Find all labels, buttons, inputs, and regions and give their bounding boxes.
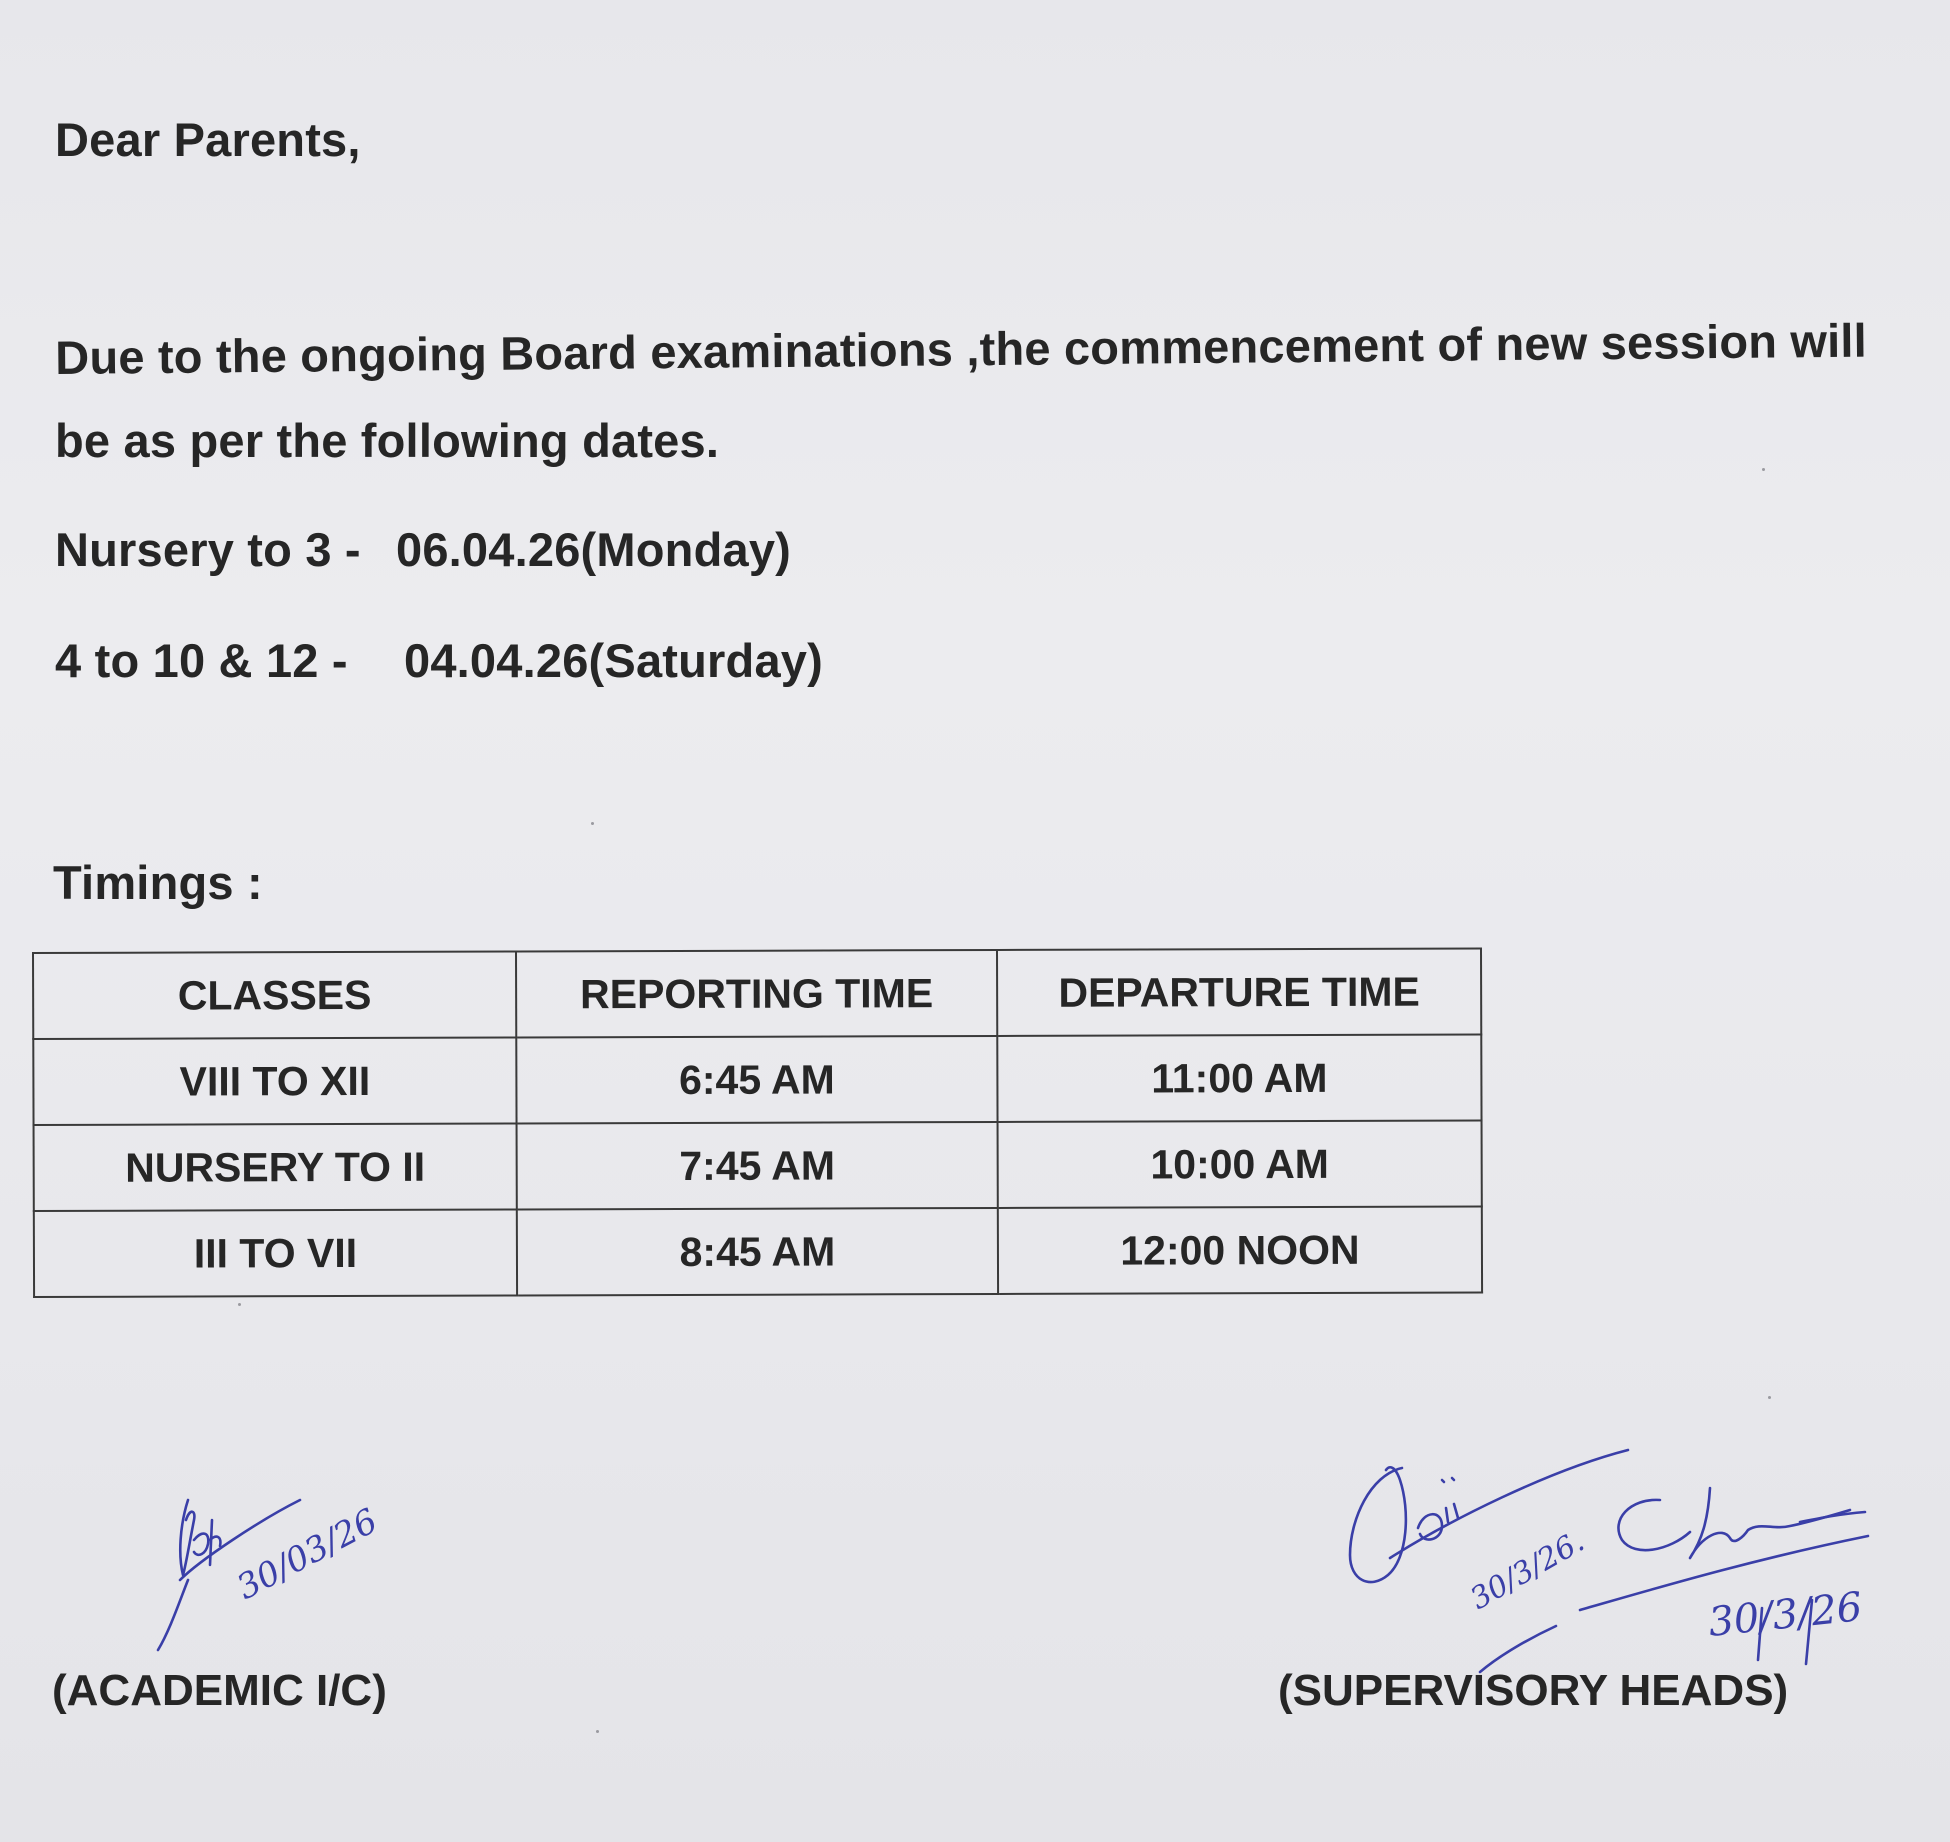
table-row: [34, 1206, 1482, 1297]
cell-departure-time: 11:00 AM: [997, 1034, 1481, 1122]
column-header-classes: CLASSES: [33, 951, 516, 1039]
table-row: [34, 1120, 1482, 1211]
date-row-date: 06.04.26(Monday): [396, 523, 792, 576]
academic-signature-date: 30/03/26: [230, 1500, 385, 1608]
cell-reporting-time: 7:45 AM: [517, 1122, 998, 1210]
date-row-date: 04.04.26(Saturday): [404, 634, 823, 687]
cell-classes: III TO VII: [34, 1209, 517, 1297]
paper-speck: [1762, 468, 1765, 471]
supervisory-signatures: [1330, 1440, 1930, 1680]
cell-reporting-time: 8:45 AM: [517, 1208, 998, 1296]
greeting: Dear Parents,: [55, 113, 361, 166]
cell-classes: VIII TO XII: [33, 1037, 516, 1125]
date-row-label: Nursery to 3 -: [55, 523, 361, 576]
paper-speck: [596, 1730, 599, 1733]
table-row: [33, 1034, 1481, 1125]
timings-table: [32, 947, 1483, 1298]
academic-signature: [150, 1480, 430, 1680]
table-header-row: [33, 948, 1481, 1039]
date-row-label: 4 to 10 & 12 -: [55, 634, 348, 687]
cell-classes: NURSERY TO II: [34, 1123, 517, 1211]
column-header-departure-time: DEPARTURE TIME: [997, 948, 1481, 1036]
paper-speck: [1768, 1396, 1771, 1399]
supervisory-signature-date-1: 30/3/26.: [1464, 1524, 1591, 1617]
cell-departure-time: 10:00 AM: [998, 1120, 1482, 1208]
academic-ic-label: (ACADEMIC I/C): [52, 1666, 387, 1715]
paper-speck: [591, 822, 594, 825]
cell-reporting-time: 6:45 AM: [516, 1036, 997, 1124]
supervisory-signature-date-2: 30/3/26: [1706, 1584, 1865, 1646]
cell-departure-time: 12:00 NOON: [998, 1206, 1482, 1294]
timings-heading: Timings :: [53, 856, 263, 909]
paper-speck: [238, 1303, 241, 1306]
column-header-reporting-time: REPORTING TIME: [516, 950, 997, 1038]
supervisory-heads-label: (SUPERVISORY HEADS): [1278, 1666, 1789, 1715]
body-line-1: Due to the ongoing Board examinations ,the commencement of new session will: [55, 313, 1868, 384]
body-line-2: be as per the following dates.: [55, 414, 720, 467]
